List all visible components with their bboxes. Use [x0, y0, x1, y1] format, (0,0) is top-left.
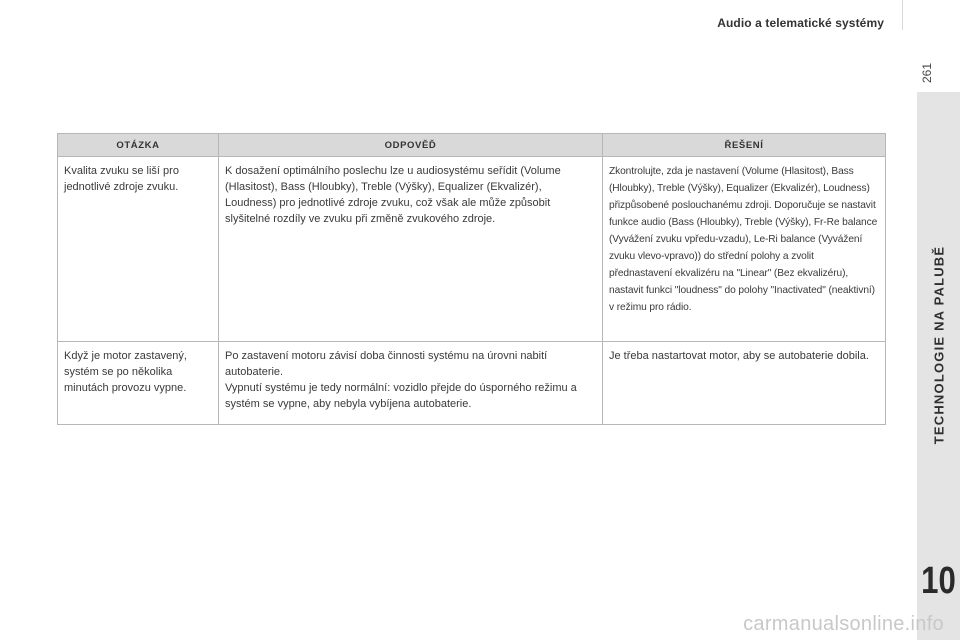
chapter-label: [917, 92, 960, 552]
chapter-number: 10: [921, 560, 956, 602]
cell-answer: [219, 342, 603, 425]
header-question: OTÁZKA: [58, 134, 219, 157]
answer-line: Po zastavení motoru závisí doba činnosti systému na úrovni nabití autobaterie.: [225, 350, 548, 378]
cell-question: Kvalita zvuku se liší pro jednotlivé zdroje zvuku.: [58, 157, 219, 342]
header-divider: [902, 0, 903, 30]
cell-answer: K dosažení optimálního poslechu lze u audiosystému seřídit (Volume (Hlasitost), Bass (Hloubky), Treble (Výšky), Equalizer (Ekvalizér), Loudness) pro jednotlivé zdroje zvuku, což však ale může způsobit slyšitelné rozdíly ve zvuku při změně zvukového zdroje.: [219, 157, 603, 342]
header-answer: ODPOVĚĎ: [219, 134, 603, 157]
answer-line: Vypnutí systému je tedy normální: vozidlo přejde do úsporného režimu a systém se vypne, aby nebyla vybíjena autobaterie.: [225, 382, 577, 410]
chapter-label-text: TECHNOLOGIE NA PALUBĚ: [931, 245, 946, 445]
cell-solution: Zkontrolujte, zda je nastavení (Volume (Hlasitost), Bass (Hloubky), Treble (Výšky), Equalizer (Ekvalizér), Loudness) přizpůsobené poslouchanému zdroji. Doporučuje se nastavit funkce audio (Bass (Hloubky), Treble (Výšky), Fr-Re balance (Vyvážení zvuku vpředu-vzadu), Le-Ri balance (Vyvážení zvuku vlevo-vpravo)) do střední polohy a zvolit přednastavení ekvalizéru na "Linear" (Bez ekvalizéru), nastavit funkci "loudness" do polohy "Inactivated" (neaktivní) v režimu pro rádio.: [603, 157, 886, 342]
faq-table: [57, 133, 886, 425]
page-number: [920, 60, 934, 84]
table-row: [58, 157, 886, 342]
page-header-title: Audio a telematické systémy: [717, 16, 884, 30]
watermark: carmanualsonline.info: [743, 613, 944, 635]
table-header-row: [58, 134, 886, 157]
cell-question: Když je motor zastavený, systém se po několika minutách provozu vypne.: [58, 342, 219, 425]
header-solution: ŘEŠENÍ: [603, 134, 886, 157]
table-row: [58, 342, 886, 425]
cell-solution: Je třeba nastartovat motor, aby se autobaterie dobila.: [603, 342, 886, 425]
page-number-text: 261: [920, 62, 934, 83]
